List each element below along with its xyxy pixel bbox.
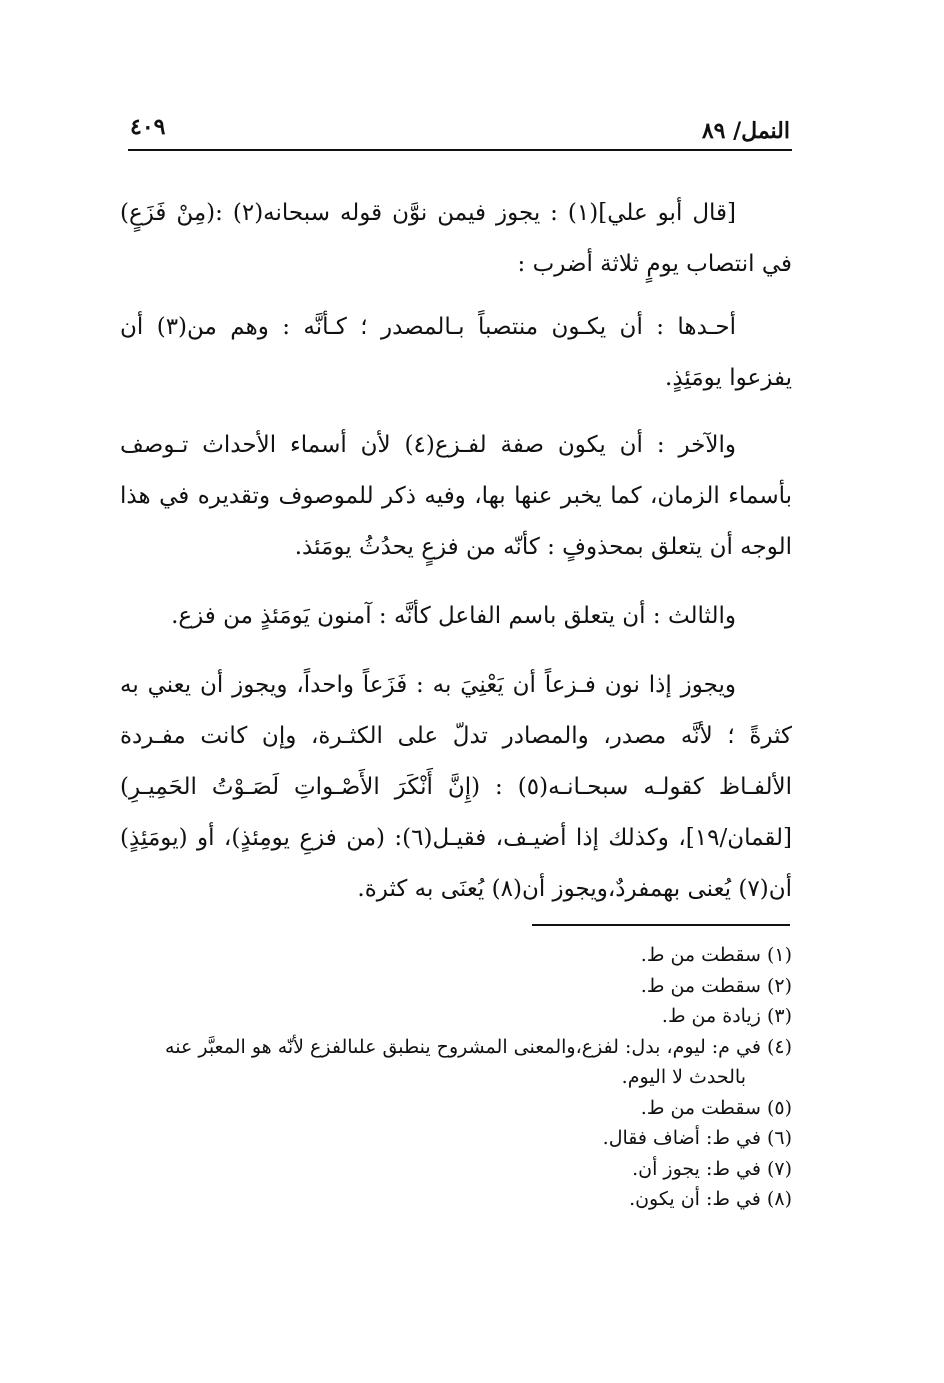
main-text: [120, 188, 792, 925]
footnote-divider: [532, 924, 790, 926]
paragraph: والثالث : أن يتعلق باسم الفاعل كأنَّه : آمنون يَومَئذٍ من فزع.: [171, 603, 736, 629]
footnote: (١) سقطت من ط.: [640, 944, 792, 966]
footnotes: [108, 940, 792, 1215]
page-header: [120, 110, 790, 150]
footnote: (٦) في ط: أضاف فقال.: [602, 1127, 792, 1149]
running-head: النمل/ ٨٩: [701, 118, 790, 144]
page-number: ٤٠٩: [130, 114, 166, 140]
footnote: (٥) سقطت من ط.: [640, 1096, 792, 1119]
footnote: (٧) في ط: يجوز أن.: [632, 1157, 792, 1180]
header-divider: [128, 149, 792, 151]
footnote: (٨) في ط: أن يكون.: [629, 1188, 792, 1210]
paragraph: [قال أبو علي](١) : يجوز فيمن نوَّن قوله سبحانه(٢) :(مِنْ فَزَعٍ) في انتصاب يومٍ ثلاثة أضرب :: [120, 200, 792, 277]
book-page: [120, 0, 820, 1383]
paragraph: ويجوز إذا نون فـزعاً أن يَعْنِيَ به : فَزَعاً واحداً، ويجوز أن يعني به كثرةً ؛ لأنَّه مصدر، والمصادر تدلّ على الكثـرة، وإن كانت مفـردة الألفـاظ كقولـه سبحـانـه(٥) : (إِنَّ أَنْكَرَ الأَصْـواتِ لَصَـوْتُ الحَمِيـرِ) [لقمان/١٩]، وكذلك إذا أضيـف، فقيـل(٦): (من فزعِ يومِئذٍ)، أو (يومَئِذٍ) أن(٧) يُعنى بهمفردٌ،ويجوز أن(٨) يُعنَى به كثرة.: [120, 672, 793, 902]
footnote: (٢) سقطت من ط.: [640, 974, 792, 997]
footnote: (٤) في م: ليوم، بدل: لفزع،والمعنى المشروح ينطبق علىالفزع لأنّه هو المعبَّر عنه بالحدث لا اليوم.: [165, 1035, 792, 1088]
paragraph: والآخر : أن يكون صفة لفـزع(٤) لأن أسماء الأحداث تـوصف بأسماء الزمان، كما يخبر عنها بها، وفيه ذكر للموصوف وتقديره في هذا الوجه أن يتعلق بمحذوفٍ : كأنّه من فزعٍ يحدُثُ يومَئذ.: [120, 432, 792, 560]
footnote: (٣) زيادة من ط.: [661, 1005, 792, 1027]
paragraph: أحـدها : أن يكـون منتصباً بـالمصدر ؛ كـأنَّه : وهم من(٣) أن يفزعوا يومَئِذٍ.: [120, 314, 792, 391]
